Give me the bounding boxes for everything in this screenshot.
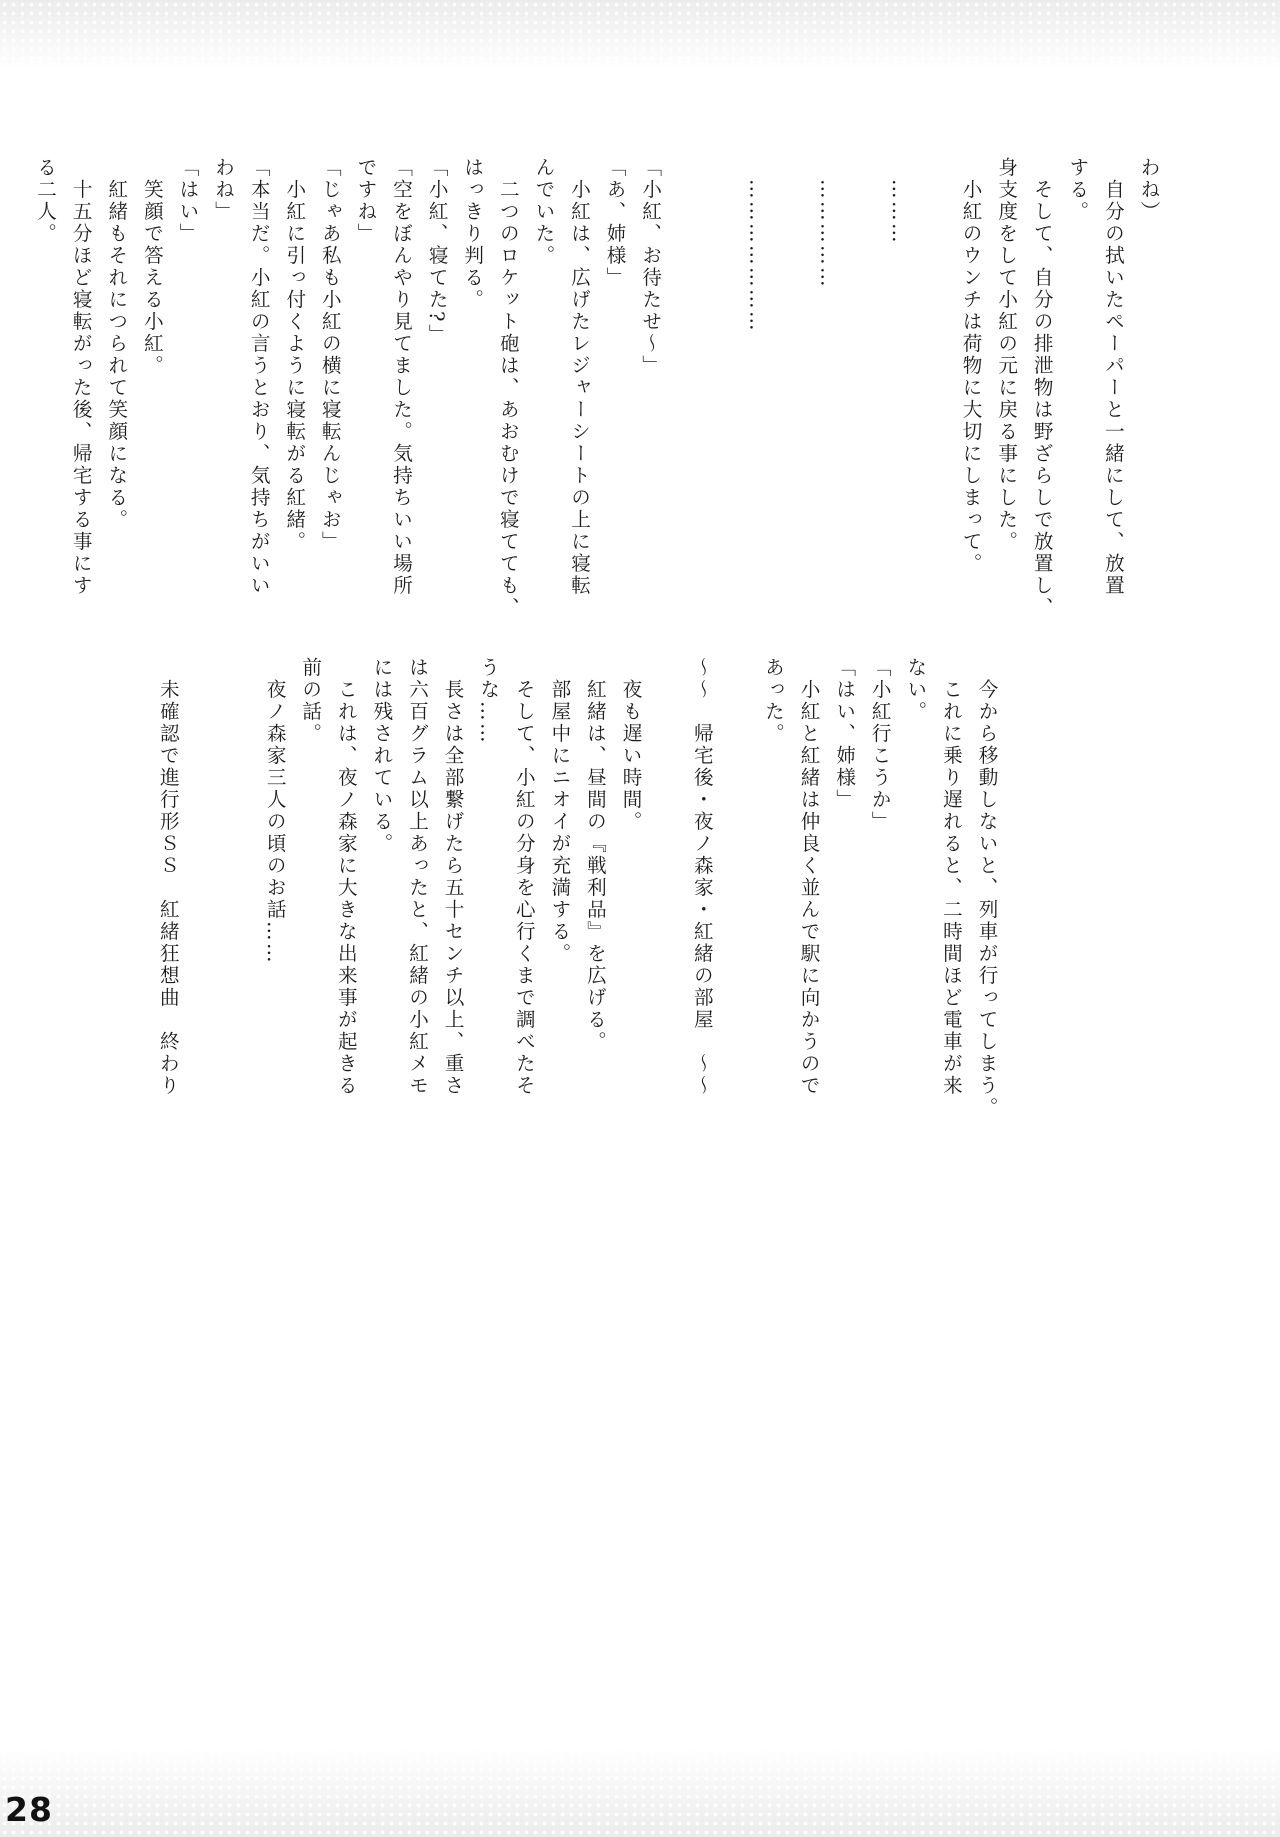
text-line: 「小紅、寝てた?」 — [425, 157, 449, 346]
text-line: そして、自分の排泄物は野ざらしで放置し、 — [1030, 157, 1054, 619]
text-line: 「空をぼんやり見てました。気持ちいい場所 — [389, 157, 413, 597]
text-line: る二人。 — [33, 157, 57, 245]
text-line — [648, 657, 684, 1217]
text-line — [774, 157, 810, 657]
text-line: 長さは全部繋げたら五十センチ以上、重さ — [441, 657, 465, 1097]
text-line: 身支度をして小紅の元に戻る事にした。 — [994, 157, 1018, 553]
text-line: 夜ノ森家三人の頃のお話…… — [263, 657, 287, 965]
text-line: ………………… — [745, 157, 769, 333]
text-line: …………… — [816, 157, 840, 289]
footer-dot-band — [0, 1747, 1280, 1837]
text-line: 二つのロケット砲は、あおむけで寝てても、 — [496, 157, 520, 619]
text-line: 自分の拭いたペーパーと一緒にして、放置 — [1101, 157, 1125, 597]
text-line: んでいた。 — [531, 157, 555, 267]
text-line: 小紅のウンチは荷物に大切にしまって。 — [959, 157, 983, 575]
text-line — [917, 157, 953, 657]
text-line: わね） — [1137, 157, 1160, 223]
text-line — [185, 657, 221, 1217]
text-line: する。 — [1065, 157, 1089, 223]
text-line: 小紅に引っ付くように寝転がる紅緒。 — [282, 157, 306, 553]
text-line: 部屋中にニオイが充満する。 — [547, 657, 571, 965]
text-line: ですね」 — [353, 157, 377, 245]
text-line: 〜〜 帰宅後・夜ノ森家・紅緒の部屋 〜〜 — [690, 657, 714, 1097]
text-line — [846, 157, 882, 657]
text-line: これに乗り遅れると、二時間ほど電車が来 — [939, 657, 963, 1097]
text-line: 「はい」 — [175, 157, 199, 245]
text-line: そして、小紅の分身を心行くまで調べたそ — [512, 657, 536, 1097]
text-line: は六百グラム以上あったと、紅緒の小紅メモ — [405, 657, 429, 1097]
page-number: 28 — [5, 1790, 53, 1829]
text-line: ない。 — [903, 657, 927, 723]
text-line: には残されている。 — [369, 657, 393, 855]
text-line: ……… — [887, 157, 911, 245]
text-line: これは、夜ノ森家に大きな出来事が起きる — [334, 657, 358, 1097]
text-line: 「あ、姉様」 — [603, 157, 627, 289]
text-line: 「本当だ。小紅の言うとおり、気持ちがいい — [247, 157, 271, 597]
text-line: わね」 — [211, 157, 235, 223]
text-line: 十五分ほど寝転がった後、帰宅する事にす — [69, 157, 93, 597]
text-line: 「小紅、お待たせ〜」 — [638, 157, 662, 377]
text-line: 「小紅行こうか」 — [868, 657, 892, 833]
text-line: はっきり判る。 — [460, 157, 484, 311]
text-line: 「はい、姉様」 — [832, 657, 856, 811]
lower-text-block — [104, 657, 1004, 1217]
text-line: 小紅は、広げたレジャーシートの上に寝転 — [567, 157, 591, 597]
text-line: 未確認で進行形ＳＳ 紅緒狂想曲 終わり — [156, 657, 180, 1097]
text-line: 前の話。 — [298, 657, 322, 745]
text-line — [221, 657, 257, 1217]
text-line: 「じゃあ私も小紅の横に寝転んじゃお」 — [318, 157, 342, 553]
text-line: 今から移動しないと、列車が行ってしまう。 — [975, 657, 998, 1119]
text-line — [719, 657, 755, 1217]
text-line: 小紅と紅緒は仲良く並んで駅に向かうので — [797, 657, 821, 1097]
text-line: 夜も遅い時間。 — [619, 657, 643, 833]
text-line: 紅緒は、昼間の『戦利品』を広げる。 — [583, 657, 607, 1053]
text-line — [703, 157, 739, 657]
text-line — [668, 157, 704, 657]
header-dot-band — [0, 0, 1280, 70]
text-line: 笑顔で答える小紅。 — [140, 157, 164, 377]
text-line: 紅緒もそれにつられて笑顔になる。 — [104, 157, 128, 531]
upper-text-block — [33, 157, 1166, 657]
text-line: あった。 — [761, 657, 785, 745]
text-line: うな…… — [476, 657, 500, 745]
